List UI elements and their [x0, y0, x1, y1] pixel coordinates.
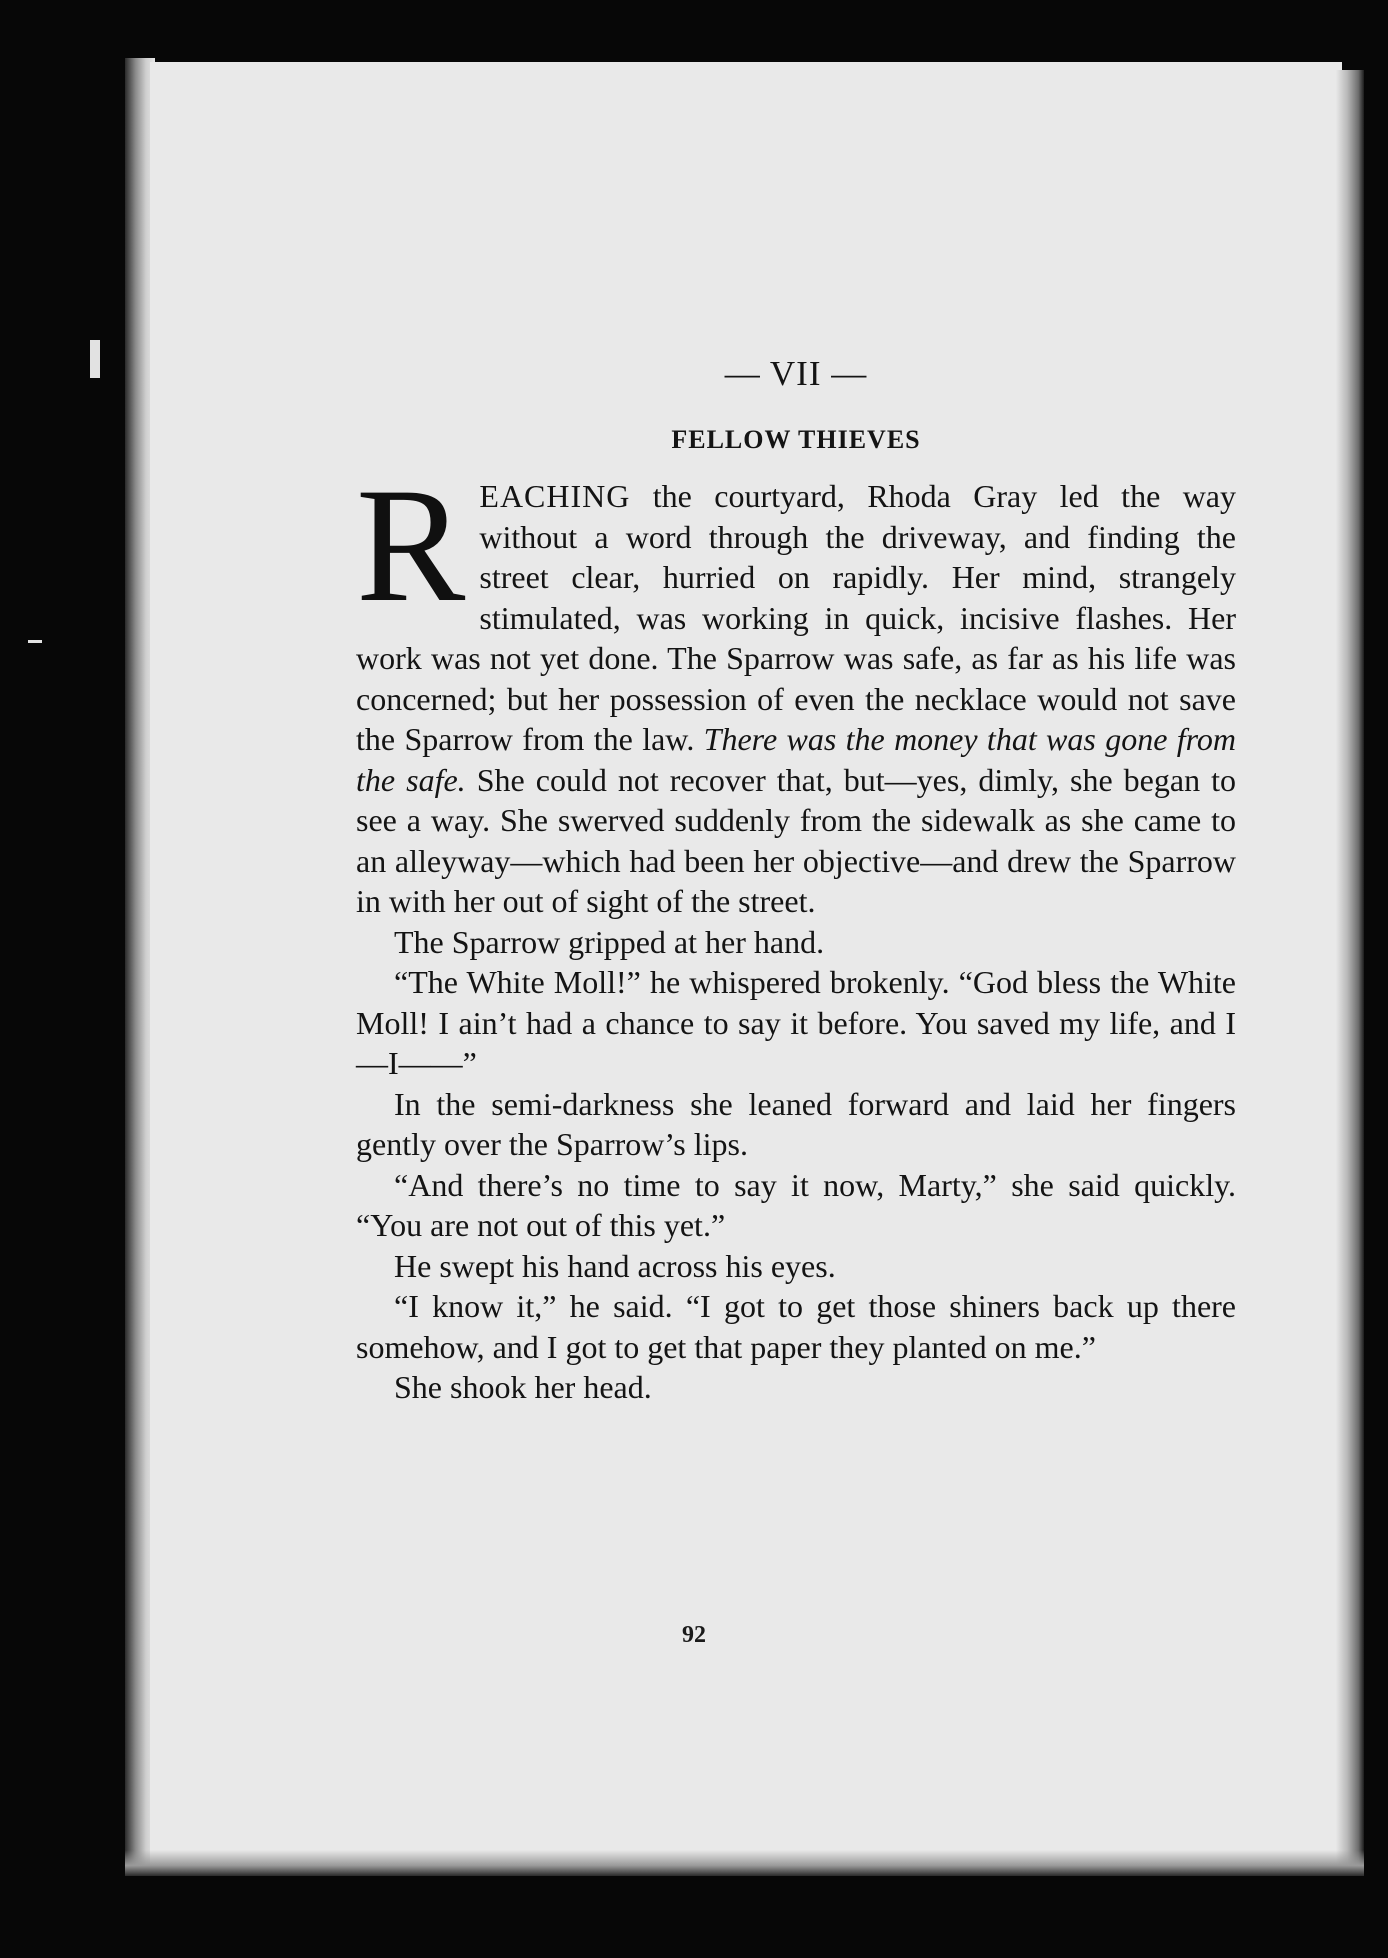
page-bottom-shadow [125, 1850, 1364, 1876]
paragraph-text: the courtyard, Rhoda Gray led the way without a word through the driveway, and finding the street clear, hurried on rapidly. Her mind, strangely stimulated, was working in quick, incisive flashes. Her work was not yet done. The Sparrow was safe, as far as his life was concerned; but her possession of even the necklace would not save the Sparrow from the law. [356, 478, 1236, 757]
paragraph: In the semi-darkness she leaned forward and laid her fingers gently over the Sparrow’s lips. [356, 1085, 1236, 1162]
paragraph: “I know it,” he said. “I got to get those shiners back up there somehow, and I got to get that paper they planted on me.” [356, 1288, 1236, 1365]
drop-cap: R [356, 455, 466, 636]
paragraph: “The White Moll!” he whispered brokenly. “God bless the White Moll! I ain’t had a chance to say it before. You saved my life, and I—I——” [356, 964, 1236, 1081]
paragraph: The Sparrow gripped at her hand. [394, 923, 825, 960]
page-text-block [356, 350, 1236, 1408]
paragraph: She shook her head. [394, 1369, 652, 1405]
chapter-number: — VII — [724, 354, 868, 393]
paragraph: “And there’s no time to say it now, Marty,” she said quickly. “You are not out of this yet.” [356, 1166, 1236, 1243]
paragraph-text: She could not recover that, but—yes, dimly, she began to see a way. She swerved suddenly from the sidewalk as she came to an alleyway—which had been her objective—and drew the Sparrow in with her out of sight of the street. [356, 761, 1237, 919]
chapter-title: FELLOW THIEVES [671, 425, 921, 454]
paragraph: He swept his hand across his eyes. [394, 1247, 836, 1284]
scan-speck [90, 340, 100, 378]
scan-speck [28, 640, 42, 643]
chapter-body [356, 455, 1237, 1408]
page-number: 92 [682, 1622, 706, 1648]
page-edge [1336, 70, 1364, 1870]
italic-passage: There was the money that was gone from the safe. [356, 721, 1237, 798]
opening-lead-word: EACHING [479, 478, 631, 514]
opening-paragraph [356, 455, 1237, 922]
